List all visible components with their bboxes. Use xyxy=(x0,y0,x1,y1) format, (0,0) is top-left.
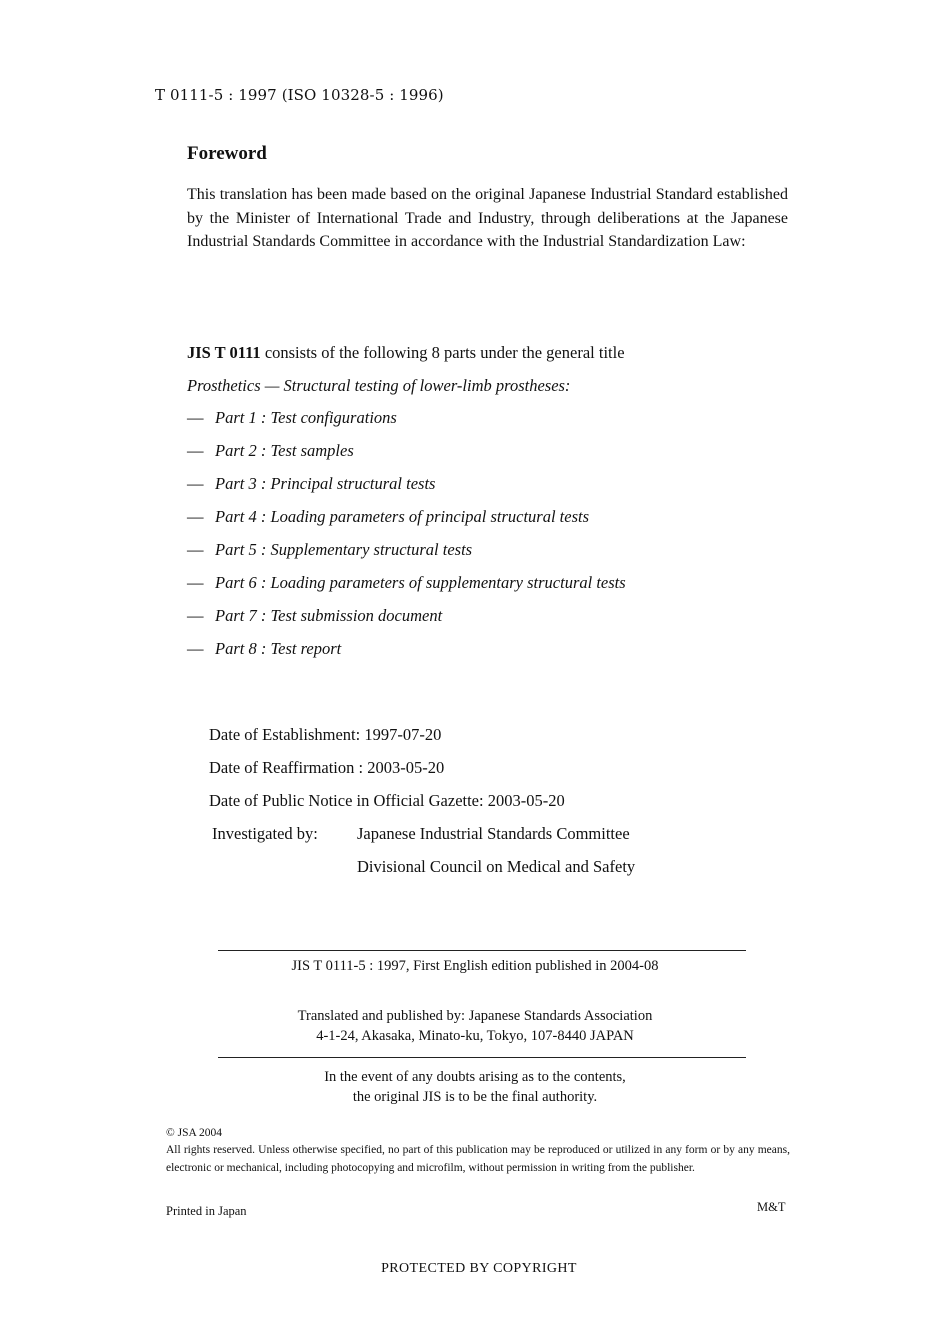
date-of-reaffirmation: Date of Reaffirmation : 2003-05-20 xyxy=(209,758,445,777)
dash: — xyxy=(187,507,204,526)
authority-line-1: In the event of any doubts arising as to the contents, xyxy=(324,1069,626,1085)
authority-line-2: the original JIS is to be the final authority. xyxy=(352,1089,598,1105)
rights-notice: All rights reserved. Unless otherwise specified, no part of this publication may be reproduced or utilized in any form or by any means, electronic or mechanical, including photocopying and microfilm, without permission in writing from the publisher. xyxy=(166,1144,790,1174)
consists-text: consists of the following 8 parts under the general title xyxy=(260,343,625,362)
list-item xyxy=(187,408,626,441)
dash: — xyxy=(187,408,204,427)
foreword-title: Foreword xyxy=(187,143,267,164)
date-of-public-notice: Date of Public Notice in Official Gazette: 2003-05-20 xyxy=(209,791,565,810)
foreword-body: This translation has been made based on the original Japanese Industrial Standard established by the Minister of International Trade and Industry, through deliberations at the Japanese Industrial Standards Committee in accordance with the Industrial Standardization Law: xyxy=(187,186,788,250)
investigated-by-council: Divisional Council on Medical and Safety xyxy=(357,857,636,876)
divider xyxy=(218,950,746,951)
document-header: T 0111-5 : 1997 (ISO 10328-5 : 1996) xyxy=(155,86,444,104)
general-title: Prosthetics — Structural testing of lower-limb prostheses: xyxy=(187,376,571,395)
part-label: Part 8 : Test report xyxy=(215,639,342,658)
list-item xyxy=(187,474,626,507)
list-item xyxy=(187,606,626,639)
date-of-establishment: Date of Establishment: 1997-07-20 xyxy=(209,725,442,744)
dash: — xyxy=(187,573,204,592)
dash: — xyxy=(187,606,204,625)
dash: — xyxy=(187,474,204,493)
list-item xyxy=(187,507,626,540)
part-label: Part 3 : Principal structural tests xyxy=(215,474,436,493)
publisher-address: 4-1-24, Akasaka, Minato-ku, Tokyo, 107-8440 JAPAN xyxy=(316,1028,634,1044)
copyright-notice: © JSA 2004 xyxy=(166,1127,223,1139)
investigated-by-label: Investigated by: xyxy=(212,824,318,843)
consists-line xyxy=(187,343,625,363)
printer-code: M&T xyxy=(757,1200,786,1214)
protected-notice: PROTECTED BY COPYRIGHT xyxy=(381,1261,577,1276)
dash: — xyxy=(187,441,204,460)
part-label: Part 2 : Test samples xyxy=(215,441,354,460)
list-item xyxy=(187,441,626,474)
edition-line: JIS T 0111-5 : 1997, First English edition published in 2004-08 xyxy=(291,958,659,974)
part-label: Part 1 : Test configurations xyxy=(215,408,397,427)
divider xyxy=(218,1057,746,1058)
standard-number: JIS T 0111 xyxy=(187,343,261,362)
list-item xyxy=(187,573,626,606)
part-label: Part 4 : Loading parameters of principal structural tests xyxy=(215,507,590,526)
dash: — xyxy=(187,639,204,658)
investigated-by-committee: Japanese Industrial Standards Committee xyxy=(357,824,630,843)
part-label: Part 7 : Test submission document xyxy=(215,606,443,625)
publisher-line: Translated and published by: Japanese Standards Association xyxy=(297,1008,653,1024)
dash: — xyxy=(187,540,204,559)
list-item xyxy=(187,540,626,573)
printed-in: Printed in Japan xyxy=(166,1204,247,1218)
list-item xyxy=(187,639,626,672)
parts-list xyxy=(187,408,626,672)
part-label: Part 5 : Supplementary structural tests xyxy=(215,540,473,559)
part-label: Part 6 : Loading parameters of supplementary structural tests xyxy=(215,573,626,592)
